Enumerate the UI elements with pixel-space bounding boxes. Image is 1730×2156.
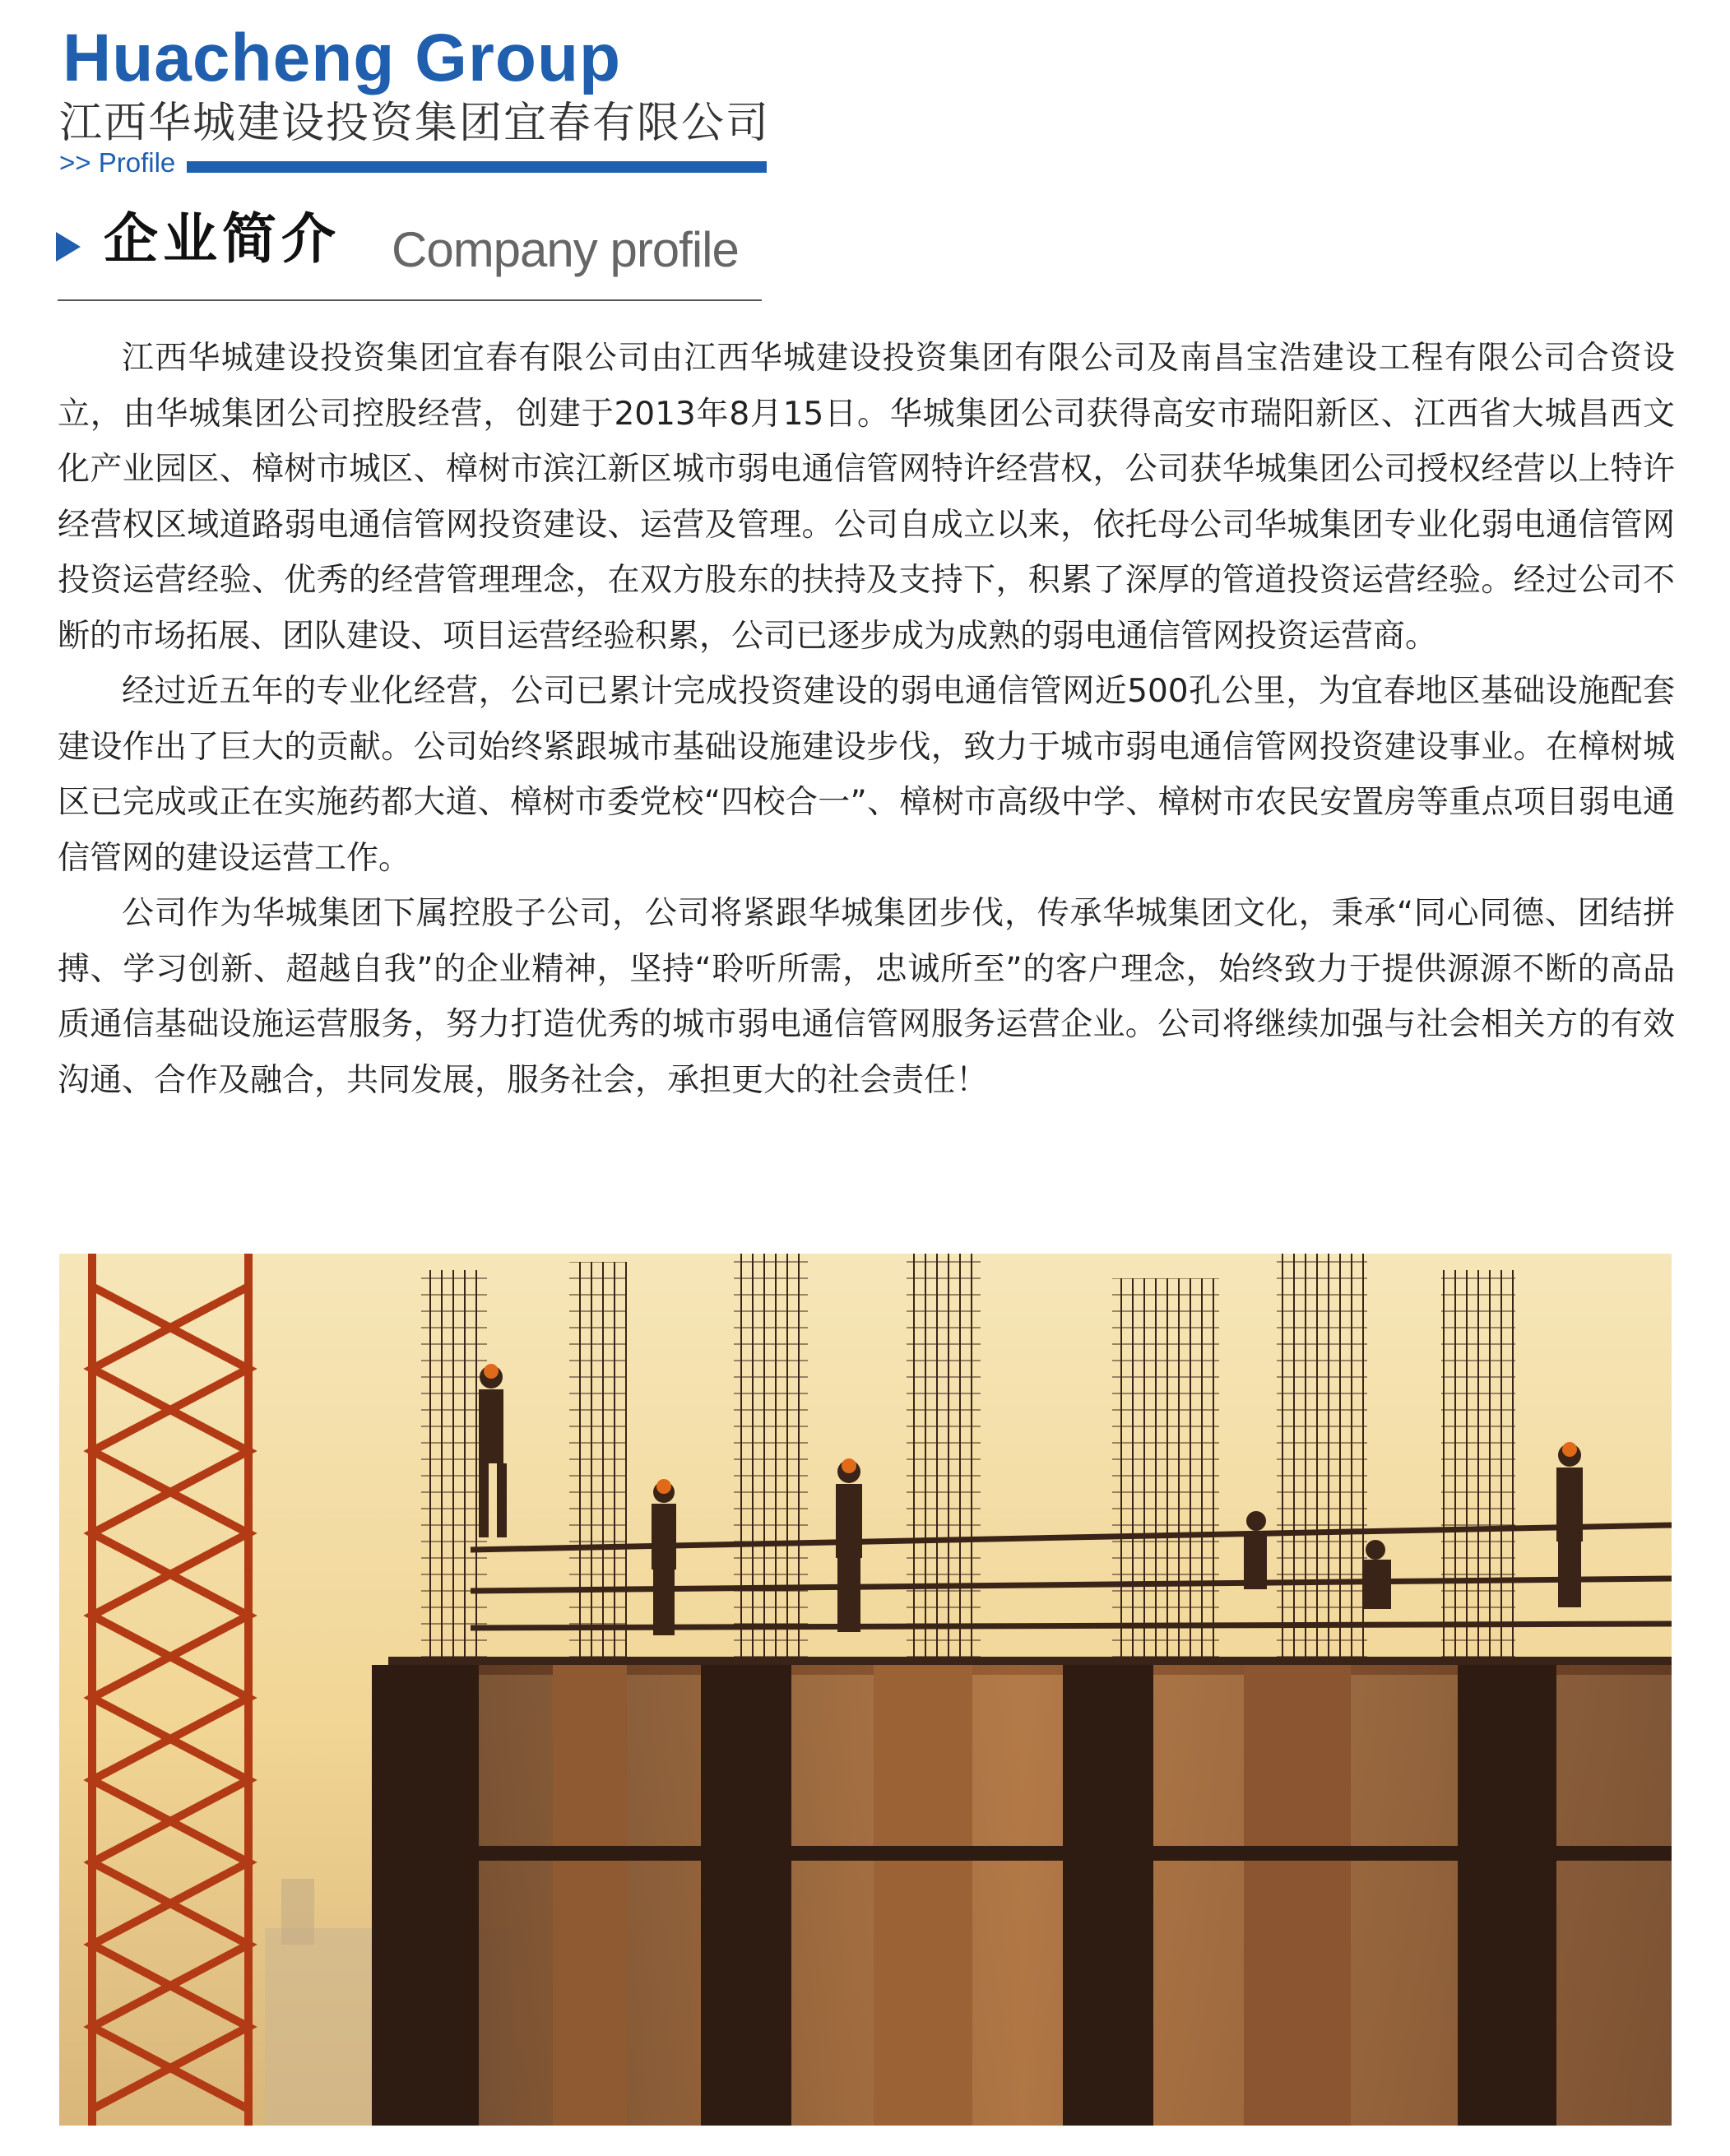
- section-header: [56, 207, 763, 290]
- brand-name: Huacheng Group: [63, 21, 622, 95]
- profile-divider: [59, 146, 767, 179]
- section-subtitle: Company profile: [392, 222, 739, 277]
- profile-bar: [187, 161, 767, 173]
- construction-site-photo: [59, 1254, 1672, 2126]
- profile-body: [58, 331, 1675, 1108]
- section-divider: [58, 299, 762, 301]
- profile-label: >> Profile: [59, 147, 176, 178]
- company-name: 江西华城建设投资集团宜春有限公司: [59, 99, 771, 148]
- paragraph: 经过近五年的专业化经营，公司已累计完成投资建设的弱电通信管网近500孔公里，为宜春地区基础设施配套建设作出了巨大的贡献。公司始终紧跟城市基础设施建设步伐，致力于城市弱电通信管网投资建设事业。在樟树城区已完成或正在实施药都大道、樟树市委党校“四校合一”、樟树市高级中学、樟树市农民安置房等重点项目弱电通信管网的建设运营工作。: [58, 673, 1675, 877]
- paragraph: 公司作为华城集团下属控股子公司，公司将紧跟华城集团步伐，传承华城集团文化，秉承“同心同德、团结拼搏、学习创新、超越自我”的企业精神，坚持“聆听所需，忠诚所至”的客户理念，始终致力于提供源源不断的高品质通信基础设施运营服务，努力打造优秀的城市弱电通信管网服务运营企业。公司将继续加强与社会相关方的有效沟通、合作及融合，共同发展，服务社会，承担更大的社会责任！: [58, 895, 1675, 1099]
- paragraph: 江西华城建设投资集团宜春有限公司由江西华城建设投资集团有限公司及南昌宝浩建设工程有限公司合资设立，由华城集团公司控股经营，创建于2013年8月15日。华城集团公司获得高安市瑞阳新区、江西省大城昌西文化产业园区、樟树市城区、樟树市滨江新区城市弱电通信管网特许经营权，公司获华城集团公司授权经营以上特许经营权区域道路弱电通信管网投资建设、运营及管理。公司自成立以来，依托母公司华城集团专业化弱电通信管网投资运营经验、优秀的经营管理理念，在双方股东的扶持及支持下，积累了深厚的管道投资运营经验。经过公司不断的市场拓展、团队建设、项目运营经验积累，公司已逐步成为成熟的弱电通信管网投资运营商。: [58, 340, 1675, 655]
- section-title: 企业简介: [104, 207, 341, 271]
- triangle-right-icon: [56, 232, 81, 262]
